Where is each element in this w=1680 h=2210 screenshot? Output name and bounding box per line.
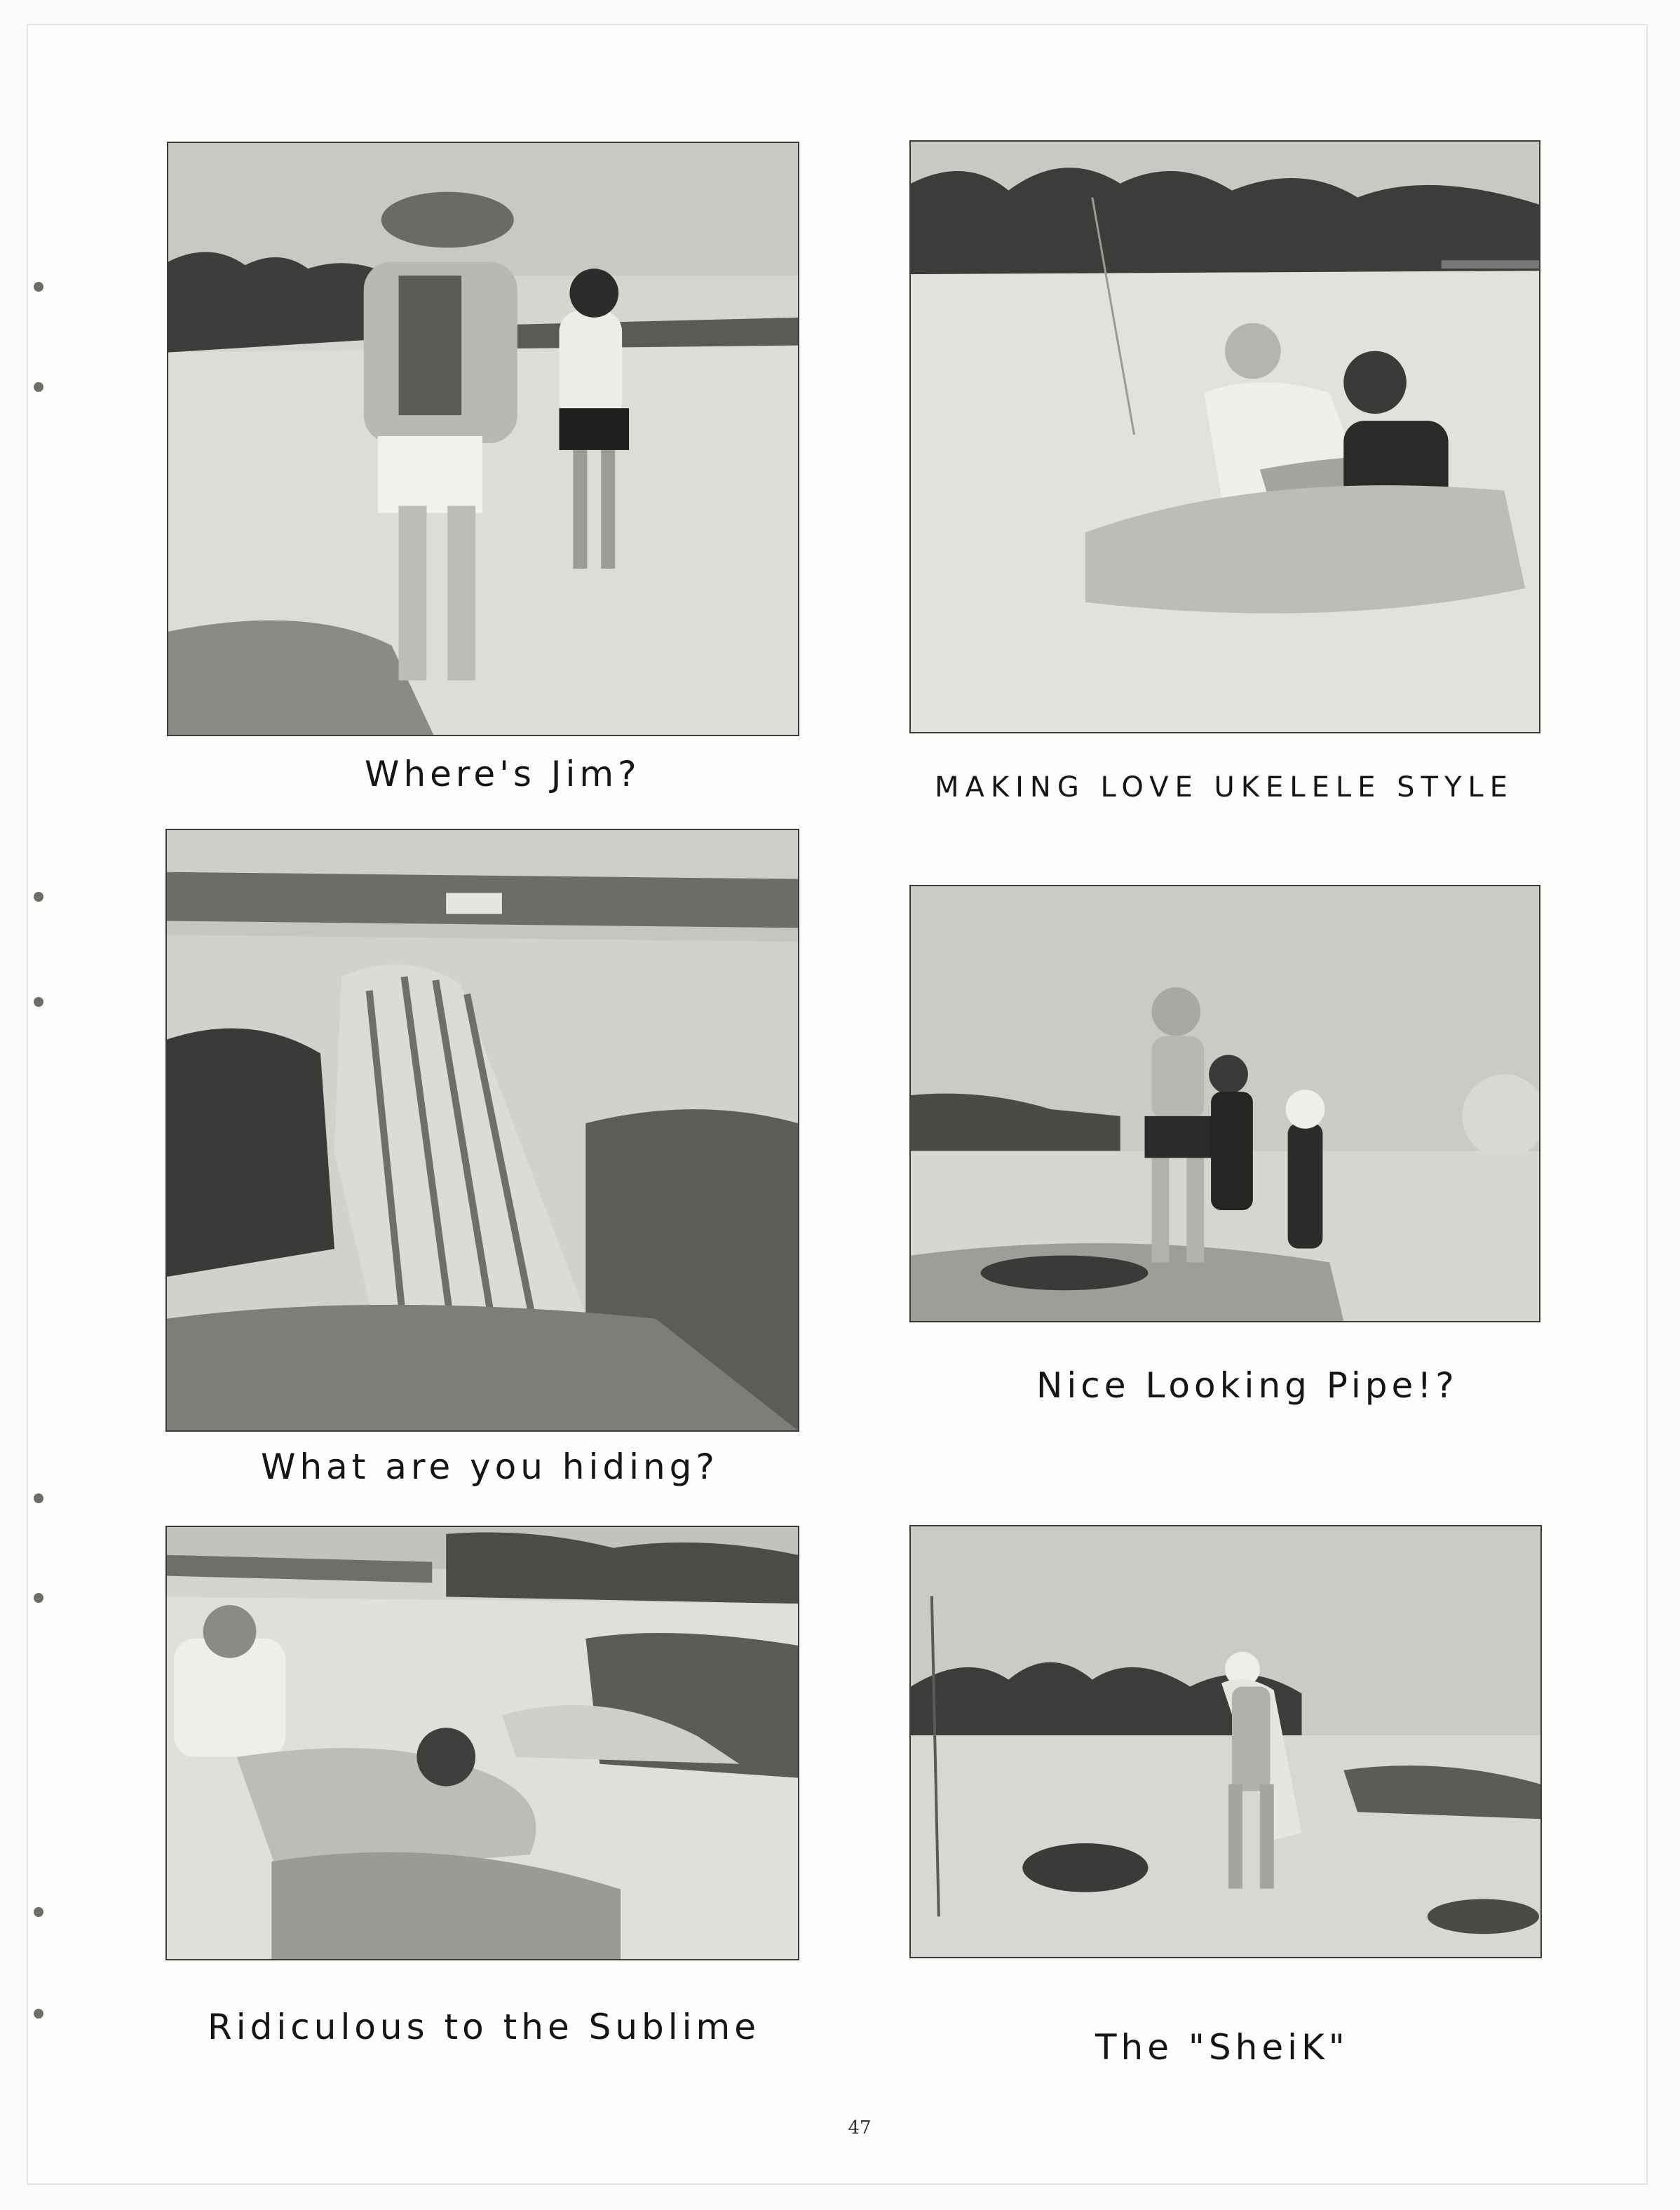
punch-hole bbox=[34, 1593, 43, 1603]
caption-the-sheik: The "SheiK" bbox=[1095, 2027, 1349, 2068]
photo-nice-looking-pipe bbox=[909, 885, 1540, 1322]
punch-hole bbox=[34, 1493, 43, 1503]
photo-what-are-you-hiding bbox=[165, 829, 799, 1432]
photo-ridiculous-to-the-sublime bbox=[165, 1526, 799, 1960]
punch-hole bbox=[34, 382, 43, 392]
caption-making-love-ukelele-style: MAKING LOVE UKELELE STYLE bbox=[935, 771, 1514, 804]
caption-ridiculous-to-the-sublime: Ridiculous to the Sublime bbox=[208, 2007, 761, 2047]
page-number: 47 bbox=[848, 2117, 872, 2138]
punch-hole bbox=[34, 892, 43, 902]
photo-wheres-jim bbox=[167, 142, 799, 736]
caption-wheres-jim: Where's Jim? bbox=[365, 754, 641, 794]
photo-the-sheik bbox=[909, 1525, 1542, 1958]
caption-what-are-you-hiding: What are you hiding? bbox=[261, 1446, 719, 1487]
punch-hole bbox=[34, 282, 43, 292]
punch-hole bbox=[34, 997, 43, 1007]
punch-hole bbox=[34, 1907, 43, 1917]
photo-making-love-ukelele-style bbox=[909, 140, 1540, 733]
caption-nice-looking-pipe: Nice Looking Pipe!? bbox=[1036, 1365, 1458, 1406]
punch-hole bbox=[34, 2009, 43, 2019]
